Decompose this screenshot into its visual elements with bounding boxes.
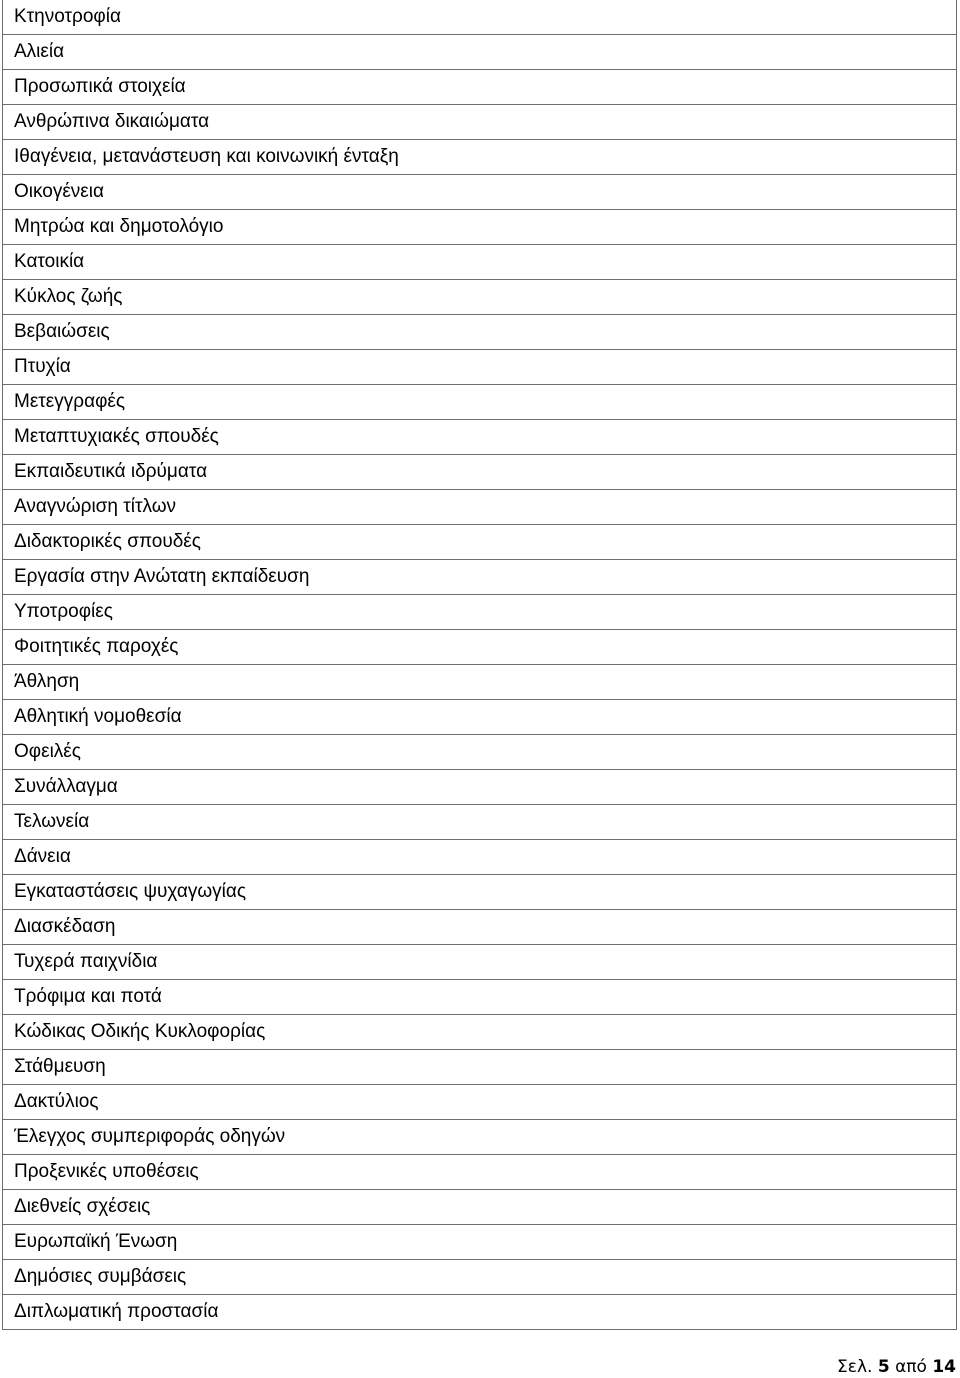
table-cell: Ανθρώπινα δικαιώματα (3, 105, 957, 140)
table-row (3, 105, 957, 140)
table-row (3, 805, 957, 840)
table-cell: Αναγνώριση τίτλων (3, 490, 957, 525)
table-row (3, 1015, 957, 1050)
table-row (3, 595, 957, 630)
table-row (3, 700, 957, 735)
table-row (3, 1295, 957, 1330)
table-row (3, 1190, 957, 1225)
table-row (3, 630, 957, 665)
page-footer (837, 1356, 956, 1378)
table-row (3, 525, 957, 560)
table-cell: Οφειλές (3, 735, 957, 770)
total-pages-number: 14 (932, 1357, 956, 1377)
table-cell: Δακτύλιος (3, 1085, 957, 1120)
current-page-number: 5 (877, 1357, 890, 1377)
category-table (2, 0, 957, 1330)
table-cell: Μητρώα και δημοτολόγιο (3, 210, 957, 245)
table-row (3, 280, 957, 315)
table-row (3, 70, 957, 105)
table-cell: Φοιτητικές παροχές (3, 630, 957, 665)
table-row (3, 1120, 957, 1155)
table-row (3, 245, 957, 280)
table-cell: Τελωνεία (3, 805, 957, 840)
table-row (3, 560, 957, 595)
table-cell: Εγκαταστάσεις ψυχαγωγίας (3, 875, 957, 910)
table-cell: Δάνεια (3, 840, 957, 875)
table-cell: Δημόσιες συμβάσεις (3, 1260, 957, 1295)
table-row (3, 735, 957, 770)
table-row (3, 1260, 957, 1295)
page-of-label: από (895, 1357, 927, 1377)
table-cell: Διδακτορικές σπουδές (3, 525, 957, 560)
table-row (3, 350, 957, 385)
table-row (3, 1050, 957, 1085)
table-cell: Κτηνοτροφία (3, 0, 957, 35)
table-cell: Μετεγγραφές (3, 385, 957, 420)
table-row (3, 1225, 957, 1260)
category-table-body (3, 0, 957, 1330)
table-row (3, 420, 957, 455)
table-row (3, 665, 957, 700)
table-cell: Διεθνείς σχέσεις (3, 1190, 957, 1225)
table-row (3, 945, 957, 980)
table-cell: Διασκέδαση (3, 910, 957, 945)
table-row (3, 875, 957, 910)
table-cell: Διπλωματική προστασία (3, 1295, 957, 1330)
table-row (3, 35, 957, 70)
table-row (3, 980, 957, 1015)
table-cell: Κώδικας Οδικής Κυκλοφορίας (3, 1015, 957, 1050)
table-cell: Κύκλος ζωής (3, 280, 957, 315)
table-row (3, 315, 957, 350)
table-cell: Εργασία στην Ανώτατη εκπαίδευση (3, 560, 957, 595)
table-cell: Πτυχία (3, 350, 957, 385)
table-row (3, 385, 957, 420)
table-cell: Αθλητική νομοθεσία (3, 700, 957, 735)
table-cell: Βεβαιώσεις (3, 315, 957, 350)
table-cell: Κατοικία (3, 245, 957, 280)
table-cell: Στάθμευση (3, 1050, 957, 1085)
table-row (3, 490, 957, 525)
table-row (3, 140, 957, 175)
table-row (3, 910, 957, 945)
table-row (3, 1085, 957, 1120)
table-cell: Προσωπικά στοιχεία (3, 70, 957, 105)
page-prefix: Σελ. (837, 1357, 873, 1377)
table-cell: Ιθαγένεια, μετανάστευση και κοινωνική ένταξη (3, 140, 957, 175)
table-cell: Μεταπτυχιακές σπουδές (3, 420, 957, 455)
table-cell: Εκπαιδευτικά ιδρύματα (3, 455, 957, 490)
table-row (3, 1155, 957, 1190)
table-cell: Ευρωπαϊκή Ένωση (3, 1225, 957, 1260)
table-cell: Τυχερά παιχνίδια (3, 945, 957, 980)
table-cell: Έλεγχος συμπεριφοράς οδηγών (3, 1120, 957, 1155)
table-row (3, 840, 957, 875)
table-cell: Συνάλλαγμα (3, 770, 957, 805)
table-cell: Οικογένεια (3, 175, 957, 210)
table-row (3, 770, 957, 805)
table-cell: Τρόφιμα και ποτά (3, 980, 957, 1015)
table-cell: Προξενικές υποθέσεις (3, 1155, 957, 1190)
table-cell: Αλιεία (3, 35, 957, 70)
table-row (3, 175, 957, 210)
table-cell: Υποτροφίες (3, 595, 957, 630)
table-row (3, 0, 957, 35)
table-row (3, 210, 957, 245)
table-cell: Άθληση (3, 665, 957, 700)
table-row (3, 455, 957, 490)
